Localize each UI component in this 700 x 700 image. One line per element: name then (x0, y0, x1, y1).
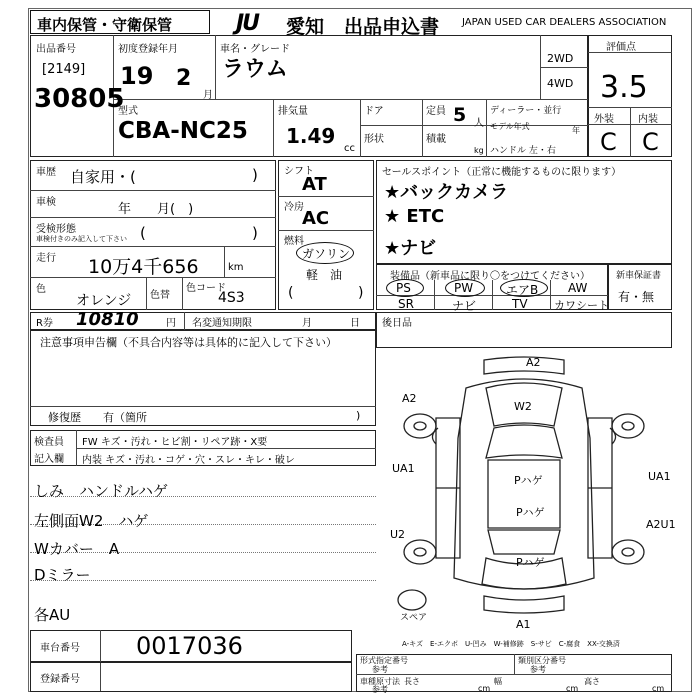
inspector-label-2: 記入欄 (34, 454, 64, 465)
inspection-label: 車検 (36, 197, 56, 208)
sales-item-2: ★ ETC (384, 206, 445, 227)
spec-height: 高さ (584, 677, 600, 686)
spec-ref-3: 参考 (372, 685, 388, 694)
fuel-label: 燃料 (284, 236, 304, 247)
spec-size: 車種原寸法 (360, 677, 400, 686)
sales-label: セールスポイント（正常に機能するものに限ります） (382, 167, 622, 178)
dealer-label: ディーラー・並行 (490, 106, 562, 116)
grade-value: 3.5 (600, 70, 648, 105)
equip-leather: カワシート (554, 299, 609, 312)
door-label: ドア (364, 106, 384, 117)
shape-label: 形状 (364, 134, 384, 145)
ju-logo-text: JU (236, 11, 259, 36)
reg-month-unit: 月 (203, 90, 213, 101)
year-unit: 年 (572, 126, 580, 135)
repair-close: ) (356, 409, 361, 422)
int-label: 内装 (638, 114, 658, 125)
spec-width: 幅 (494, 677, 502, 686)
fuel-diesel: 軽 油 (306, 268, 343, 282)
diagram-mark-rear: A1 (516, 618, 531, 631)
lot-label: 出品番号 (36, 44, 76, 55)
spec-cm-2: cm (566, 684, 579, 693)
lot-number: 30805 (34, 84, 125, 114)
plate-label: 登録番号 (40, 674, 80, 685)
disp-value: 1.49 (286, 124, 336, 148)
cap-label: 定員 (426, 106, 446, 117)
spare-label: スペア (400, 613, 428, 623)
disp-label: 排気量 (278, 106, 308, 117)
car-damage-diagram (376, 348, 676, 648)
cap-value: 5 (453, 104, 467, 126)
history-value: 自家用・( (70, 168, 136, 186)
recycle-label: R券 (36, 318, 53, 329)
history-label: 車歴 (36, 167, 56, 178)
remark-5: 各AU (34, 606, 71, 624)
storage-box (30, 10, 210, 34)
spec-cm-1: cm (478, 684, 491, 693)
spec-cm-3: cm (652, 684, 665, 693)
cap-unit: 人 (474, 118, 484, 129)
form-title: 出品申込書 (344, 16, 440, 38)
later-label: 後日品 (382, 318, 412, 329)
color-change-label: 色替 (150, 290, 170, 301)
later-box (376, 312, 672, 348)
cooling-value: AC (302, 208, 330, 229)
fuel-close: ) (358, 285, 364, 301)
lot-sub: [2149] (42, 62, 86, 77)
ext-label: 外装 (594, 114, 614, 125)
receipt-open: ( (140, 224, 146, 242)
spec-type-no: 形式指定番号 (360, 656, 408, 665)
equip-navi: ナビ (452, 299, 477, 313)
spec-length: 長さ (404, 677, 420, 686)
color-code-label: 色コード (186, 283, 226, 294)
fuel-gasoline: ガソリン (302, 247, 351, 261)
inspection-value: 年 月( ) (118, 202, 194, 217)
color-code: 4S3 (218, 290, 245, 306)
spec-class-no: 類別区分番号 (518, 656, 566, 665)
assoc-name: JAPAN USED CAR DEALERS ASSOCIATION (462, 17, 667, 28)
drive-4wd: 4WD (547, 77, 574, 90)
receipt-label: 受検形態 (36, 224, 76, 235)
history-close: ) (252, 166, 258, 184)
notes-label: 注意事項申告欄（不具合内容等は具体的に記入して下さい） (40, 336, 337, 349)
inspector-row-2: 内装 キズ・汚れ・コゲ・穴・スレ・キレ・破レ (82, 455, 295, 466)
spec-ref-1: 参考 (372, 665, 388, 674)
diagram-mark-windshield: W2 (514, 400, 532, 413)
mileage-unit: km (228, 262, 244, 273)
recycle-unit: 円 (166, 318, 176, 329)
remark-2: 左側面W2 ハゲ (34, 512, 149, 530)
car-name: ラウム (222, 57, 288, 82)
equip-airbag: エアB (506, 283, 539, 297)
equip-ps: PS (396, 281, 411, 295)
model-value: CBA-NC25 (118, 118, 248, 144)
ext-grade: C (600, 128, 617, 156)
diagram-mark-fl: A2 (402, 392, 417, 405)
handle-label: ハンドル 左・右 (490, 146, 556, 156)
load-unit: kg (474, 146, 484, 155)
diagram-mark-trunk: Pハゲ (516, 556, 545, 569)
load-label: 積載 (426, 134, 446, 145)
sales-item-1: ★バックカメラ (384, 182, 509, 203)
namechange-month: 月 (302, 318, 312, 329)
reg-month: 2 (176, 66, 192, 91)
repair-label: 修復歴 有（箇所 (48, 411, 147, 424)
org-name: 愛知 (286, 16, 325, 38)
mileage-label: 走行 (36, 253, 56, 264)
equip-label: 装備品（新車品に限り〇をつけてください） (390, 271, 590, 282)
model-year-label: モデル年式 (490, 122, 530, 131)
color-value: オレンジ (76, 293, 132, 309)
chassis-number: 0017036 (136, 632, 243, 660)
damage-legend: A-キズ E-エクボ U-凹み W-補修跡 S-サビ C-腐食 XX-交換済 (402, 640, 620, 648)
equip-aw: AW (568, 281, 588, 295)
storage-text: 車内保管・守衛保管 (37, 16, 173, 34)
equip-tv: TV (512, 297, 528, 311)
diagram-mark-roof: Pハゲ (514, 474, 543, 487)
ju-logo (236, 11, 284, 35)
int-grade: C (642, 128, 659, 156)
namechange-label: 名変通知期限 (192, 318, 252, 329)
warranty-label: 新車保証書 (616, 271, 662, 281)
spec-ref-2: 参考 (530, 665, 546, 674)
diagram-mark-rear-body: Pハゲ (516, 506, 545, 519)
sales-item-3: ★ナビ (384, 238, 437, 259)
model-label: 型式 (118, 106, 138, 117)
diagram-mark-front: A2 (526, 356, 541, 369)
namechange-day: 日 (350, 318, 360, 329)
receipt-sub: 車検付きのみ記入して下さい (36, 235, 127, 243)
drive-2wd: 2WD (547, 52, 574, 65)
cooling-label: 冷房 (284, 202, 304, 213)
shift-value: AT (302, 174, 327, 195)
fuel-open: ( (288, 285, 294, 301)
diagram-mark-right: UA1 (648, 470, 671, 483)
recycle-value: 10810 (76, 309, 139, 330)
reg-year: 19 (120, 62, 154, 90)
name-label: 車名・グレード (220, 44, 290, 55)
diagram-mark-rr: A2U1 (646, 518, 676, 531)
disp-unit: cc (344, 143, 355, 154)
reg-label: 初度登録年月 (118, 44, 178, 55)
remark-4: Dミラー (34, 566, 91, 584)
remark-1: しみ ハンドルハゲ (34, 482, 168, 500)
inspector-label-1: 検査員 (34, 437, 64, 448)
equip-pw: PW (454, 281, 474, 295)
diagram-mark-rl: U2 (390, 528, 406, 541)
warranty-value: 有・無 (618, 290, 655, 304)
shift-label: シフト (284, 166, 314, 177)
receipt-close: ) (252, 224, 258, 242)
color-label: 色 (36, 284, 46, 295)
grade-label: 評価点 (606, 42, 636, 53)
chassis-label: 車台番号 (40, 643, 80, 654)
equip-sr: SR (398, 297, 414, 311)
mileage-value: 10万4千656 (88, 256, 199, 278)
diagram-mark-left: UA1 (392, 462, 415, 475)
remark-3: Wカバー A (34, 540, 120, 558)
inspector-row-1: FW キズ・汚れ・ヒビ割・リペア跡・X要 (82, 437, 268, 448)
